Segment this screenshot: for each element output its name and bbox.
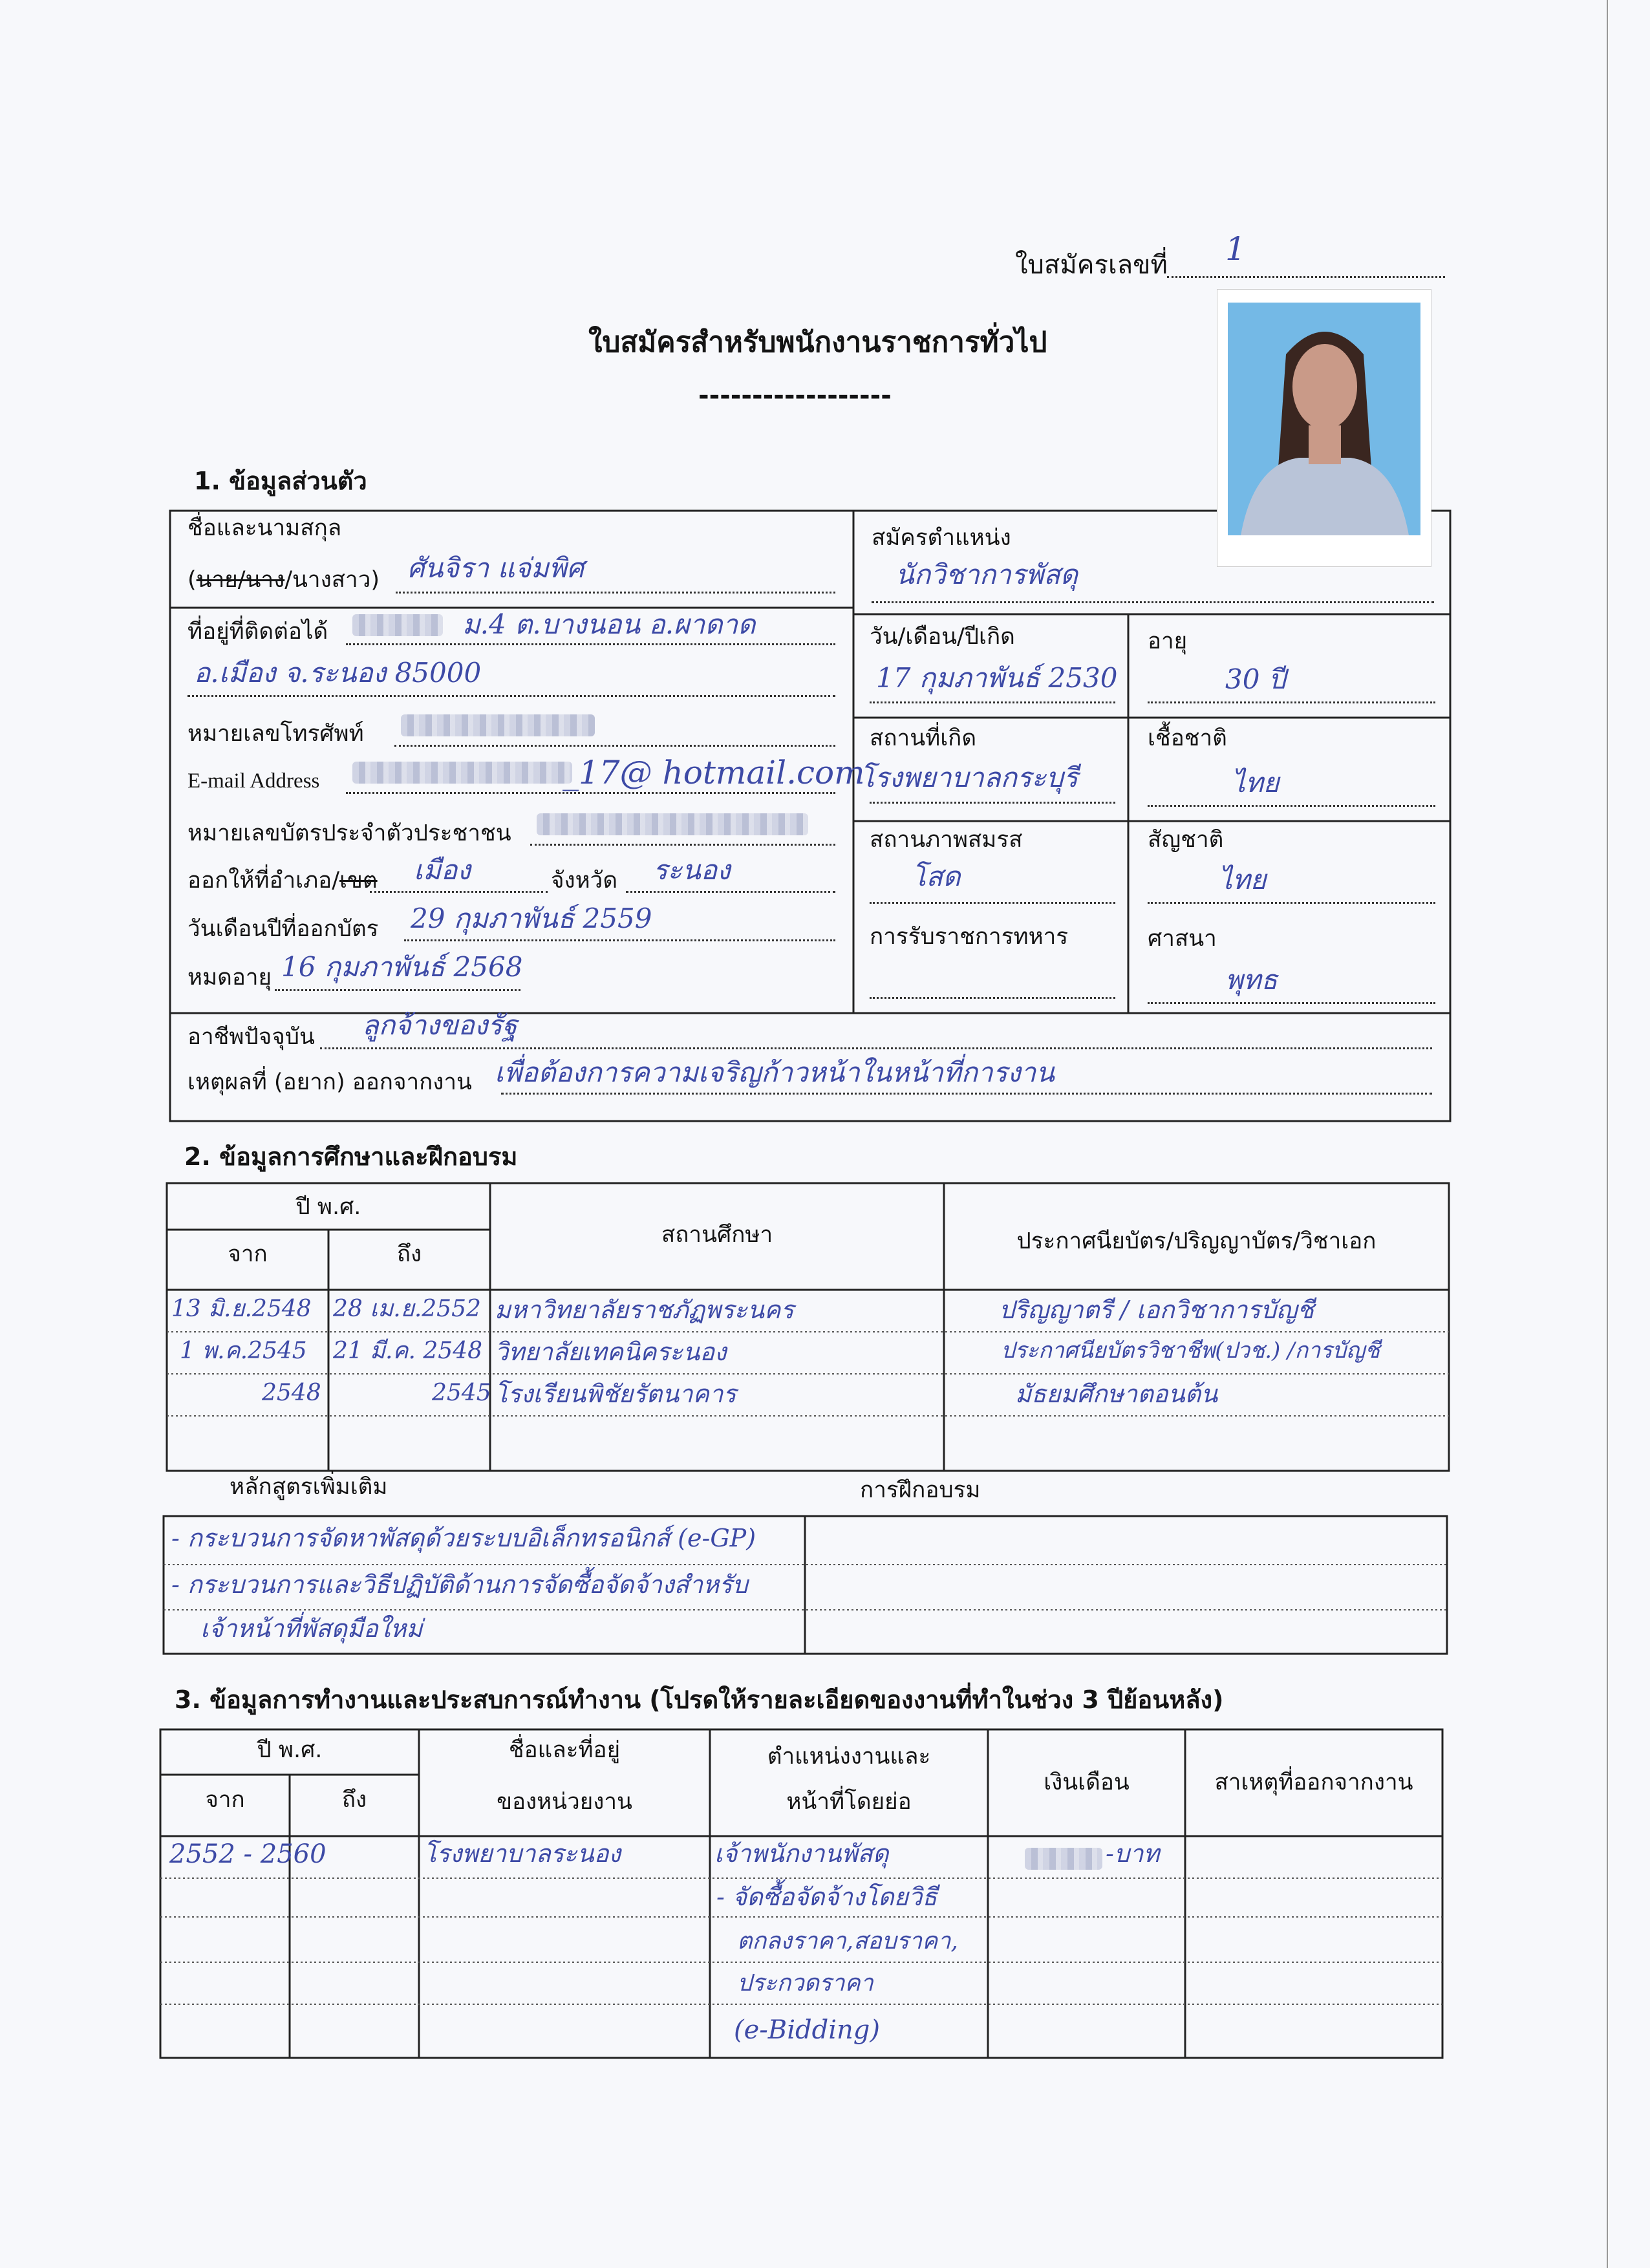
age-label: อายุ: [1148, 628, 1188, 654]
religion-value: พุทธ: [1225, 964, 1278, 996]
title-underline: ------------------: [698, 381, 892, 411]
work-col-reason: สาเหตุที่ออกจากงาน: [1214, 1770, 1413, 1795]
address-label: ที่อยู่ที่ติดต่อได้: [188, 619, 328, 645]
issued-district-value: เมือง: [414, 854, 471, 886]
section1-heading: 1. ข้อมูลส่วนตัว: [194, 467, 367, 495]
title-prefix: (นาย/นาง/นางสาว): [188, 567, 380, 593]
edu-col-degree: ประกาศนียบัตร/ปริญญาบัตร/วิชาเอก: [1016, 1228, 1377, 1254]
work-col-org-1: ชื่อและที่อยู่: [508, 1737, 621, 1763]
edu-row2-to: 21 มี.ค. 2548: [333, 1338, 483, 1364]
edu-col-to: ถึง: [396, 1241, 422, 1267]
training-label: การฝึกอบรม: [860, 1477, 981, 1503]
application-number-dots: [1167, 276, 1445, 278]
address-line2: อ.เมือง จ.ระนอง 85000: [194, 657, 482, 689]
dob-value: 17 กุมภาพันธ์ 2530: [876, 662, 1118, 694]
work-duty-5: (e-Bidding): [734, 2015, 880, 2045]
nationality-value: ไทย: [1219, 864, 1267, 895]
phone-label: หมายเลขโทรศัพท์: [188, 721, 364, 747]
section3-heading: 3. ข้อมูลการทำงานและประสบการณ์ทำงาน (โปรดให้รายละเอียดของงานที่ทำในช่วง 3 ปีย้อนหลัง): [175, 1685, 1224, 1714]
work-col-pos-2: หน้าที่โดยย่อ: [786, 1789, 912, 1815]
work-col-to: ถึง: [341, 1787, 367, 1813]
email-value: _17@ hotmail.com: [562, 754, 865, 791]
address-line1: ม.4 ต.บางนอน อ.ผาดาด: [462, 608, 756, 640]
idcard-redacted: [537, 813, 808, 835]
salary-suffix: -บาท: [1106, 1839, 1160, 1868]
idcard-label: หมายเลขบัตรประจำตัวประชาชน: [188, 820, 511, 846]
issue-date-label: วันเดือนปีที่ออกบัตร: [188, 916, 379, 942]
race-label: เชื้อชาติ: [1148, 725, 1227, 751]
application-number-label: ใบสมัครเลขที่: [1015, 250, 1168, 280]
issue-date-value: 29 กุมภาพันธ์ 2559: [411, 903, 652, 934]
course-2: - กระบวนการและวิธีปฏิบัติด้านการจัดซื้อจัดจ้างสำหรับ: [171, 1570, 748, 1599]
address-redacted: [352, 614, 443, 636]
work-col-from: จาก: [205, 1787, 245, 1813]
occupation-label: อาชีพปัจจุบัน: [188, 1024, 315, 1050]
work-period: 2552 - 2560: [169, 1839, 327, 1869]
work-col-org-2: ของหน่วยงาน: [497, 1789, 632, 1815]
marital-label: สถานภาพสมรส: [870, 827, 1023, 853]
work-duty-4: ประกวดราคา: [737, 1970, 873, 1996]
reason-value: เพื่อต้องการความเจริญก้าวหน้าในหน้าที่การงาน: [495, 1056, 1055, 1088]
dob-label: วัน/เดือน/ปีเกิด: [870, 624, 1015, 650]
course-1: - กระบวนการจัดหาพัสดุด้วยระบบอิเล็กทรอนิกส์ (e-GP): [171, 1524, 756, 1552]
age-value: 30 ปี: [1225, 663, 1286, 695]
name-label: ชื่อและนามสกุล: [188, 515, 342, 541]
application-number-value: 1: [1225, 230, 1246, 268]
occupation-value: ลูกจ้างของรัฐ: [362, 1009, 518, 1041]
province-value: ระนอง: [653, 854, 731, 886]
work-col-salary: เงินเดือน: [1044, 1770, 1130, 1795]
course-2-cont: เจ้าหน้าที่พัสดุมือใหม่: [200, 1614, 423, 1643]
edu-row2-from: 1 พ.ค.2545: [180, 1338, 307, 1364]
expiry-label: หมดอายุ: [188, 965, 272, 990]
expiry-value: 16 กุมภาพันธ์ 2568: [281, 951, 523, 983]
work-col-year: ปี พ.ศ.: [257, 1737, 323, 1763]
edu-col-from: จาก: [228, 1241, 268, 1267]
edu-row3-school: โรงเรียนพิชัยรัตนาคาร: [495, 1380, 736, 1408]
work-duty-3: ตกลงราคา,สอบราคา,: [737, 1928, 958, 1954]
name-value: ศันจิรา แจ่มพิศ: [407, 552, 584, 584]
applicant-photo: [1217, 289, 1431, 567]
birthplace-label: สถานที่เกิด: [870, 725, 977, 751]
edu-row1-from: 13 มิ.ย.2548: [171, 1296, 312, 1322]
military-label: การรับราชการทหาร: [870, 924, 1069, 950]
edu-row3-degree: มัธยมศึกษาตอนต้น: [1015, 1380, 1218, 1408]
marital-value: โสด: [912, 861, 961, 892]
edu-row2-degree: ประกาศนียบัตรวิชาชีพ(ปวช.) /การบัญชี: [1001, 1338, 1380, 1364]
phone-redacted: [401, 714, 595, 736]
form-title: ใบสมัครสำหรับพนักงานราชการทั่วไป: [588, 326, 1047, 359]
email-label: E-mail Address: [188, 769, 320, 793]
edu-row3-from: 2548: [262, 1380, 321, 1406]
edu-row1-to: 28 เม.ย.2552: [333, 1296, 481, 1322]
work-duty-1: เจ้าพนักงานพัสดุ: [714, 1839, 889, 1868]
salary-redacted: [1025, 1848, 1102, 1870]
edu-row1-degree: ปริญญาตรี / เอกวิชาการบัญชี: [999, 1296, 1314, 1324]
edu-col-year: ปี พ.ศ.: [295, 1194, 361, 1220]
reason-label: เหตุผลที่ (อยาก) ออกจากงาน: [188, 1069, 472, 1095]
edu-row1-school: มหาวิทยาลัยราชภัฏพระนคร: [495, 1296, 794, 1324]
issued-district-label: ออกให้ที่อำเภอ/เขต: [188, 868, 378, 893]
edu-row3-to: 2545: [432, 1380, 491, 1406]
position-value: นักวิชาการพัสดุ: [895, 559, 1078, 590]
position-label: สมัครตำแหน่ง: [872, 525, 1011, 551]
religion-label: ศาสนา: [1148, 926, 1217, 952]
email-redacted: [352, 762, 572, 784]
section2-heading: 2. ข้อมูลการศึกษาและฝึกอบรม: [184, 1142, 518, 1171]
nationality-label: สัญชาติ: [1148, 827, 1224, 853]
work-org: โรงพยาบาลระนอง: [423, 1839, 621, 1868]
birthplace-value: โรงพยาบาลกระบุรี: [860, 762, 1078, 793]
province-label: จังหวัด: [551, 868, 618, 893]
extra-courses-label: หลักสูตรเพิ่มเติม: [230, 1474, 388, 1500]
work-col-pos-1: ตำแหน่งงานและ: [767, 1744, 931, 1770]
race-value: ไทย: [1232, 767, 1280, 798]
edu-col-school: สถานศึกษา: [661, 1222, 773, 1248]
work-duty-2: - จัดซื้อจัดจ้างโดยวิธี: [716, 1883, 938, 1911]
edu-row2-school: วิทยาลัยเทคนิคระนอง: [495, 1338, 727, 1366]
